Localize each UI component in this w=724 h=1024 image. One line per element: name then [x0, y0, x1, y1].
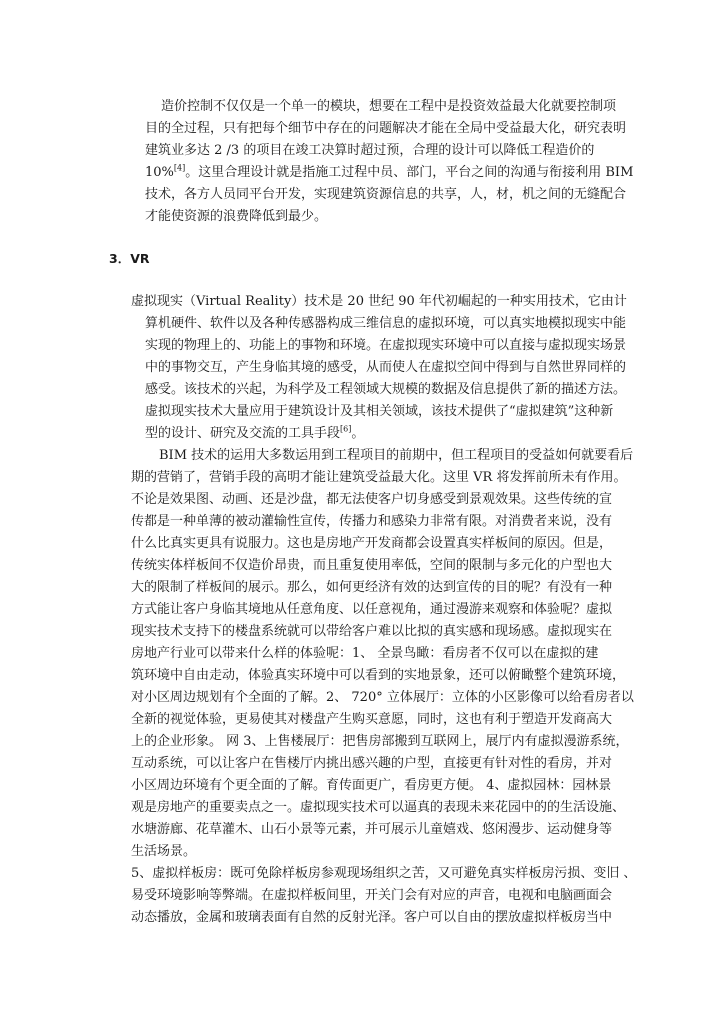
para3-line-10: 房地产行业可以带来什么样的体验呢：1、 全景鸟瞰：看房者不仅可以在虚拟的建	[131, 646, 599, 661]
para1-line-2: 目的全过程，只有把每个细节中存在的问题解决才能在全局中受益最大化，研究表明	[145, 121, 627, 136]
para2-line-4: 中的事物交互，产生身临其境的感受，从而使人在虚拟空间中得到与自然世界同样的	[145, 360, 627, 375]
para3-line-13: 全新的视觉体验，更易使其对楼盘产生购买意愿，同时，这也有利于塑造开发商高大	[131, 712, 613, 727]
para3-line-7: 大的限制了样板间的展示。那么，如何更经济有效的达到宣传的目的呢？有没有一种	[131, 580, 613, 595]
para2-line-3: 实现的物理上的、功能上的事物和环境。在虚拟现实环境中可以直接与虚拟现实场景	[145, 338, 627, 353]
citation-6: [6]	[340, 424, 352, 434]
para3-line-11: 筑环境中自由走动，体验真实环境中可以看到的实地景象，还可以俯瞰整个建筑环境，	[131, 668, 626, 683]
para3-line-1: BIM 技术的运用大多数运用到工程项目的前期中，但工程项目的受益如何就要看后	[159, 448, 634, 463]
para2-line-7-rest: 。	[351, 426, 365, 441]
para2-line-7	[145, 423, 364, 445]
para3-line-21: 易受环境影响等弊端。在虚拟样板间里，开关门会有对应的声音，电视和电脑画面会	[131, 888, 613, 903]
para3-line-15: 互动系统，可以让客户在售楼厅内挑出感兴趣的户型，直接更有针对性的看房，并对	[131, 756, 613, 771]
para1-line-4-text: 10%	[145, 165, 174, 180]
para2-line-1: 虚拟现实（Virtual Reality）技术是 20 世纪 90 年代初崛起的一种实用技术，它由计	[131, 294, 627, 309]
para1-line-1: 造价控制不仅仅是一个单一的模块，想要在工程中是投资效益最大化就要控制项	[161, 99, 617, 114]
para3-line-3: 不论是效果图、动画、还是沙盘，都无法使客户切身感受到景观效果。这些传统的宣	[131, 492, 613, 507]
para1-line-3: 建筑业多达 2 /3 的项目在竣工决算时超过预，合理的设计可以降低工程造价的	[145, 143, 595, 158]
para3-line-8: 方式能让客户身临其境地从任意角度、以任意视角，通过漫游来观察和体验呢？虚拟	[131, 602, 613, 617]
para3-line-12: 对小区周边规划有个全面的了解。2、 720° 立体展厅：立体的小区影像可以给看房者以	[131, 690, 634, 705]
para3-line-5: 什么比真实更具有说服力。这也是房地产开发商都会设置真实样板间的原因。但是，	[131, 536, 613, 551]
para3-line-9: 现实技术支持下的楼盘系统就可以带给客户难以比拟的真实感和现场感。虚拟现实在	[131, 624, 613, 639]
para3-line-17: 观是房地产的重要卖点之一。虚拟现实技术可以逼真的表现未来花园中的的生活设施、	[131, 800, 626, 815]
para2-line-5: 感受。该技术的兴起，为科学及工程领域大规模的数据及信息提供了新的描述方法。	[145, 382, 627, 397]
para1-line-4-rest: 。这里合理设计就是指施工过程中员、部门，平台之间的沟通与衔接利用 BIM	[185, 165, 634, 180]
para3-line-14: 上的企业形象。 网 3、上售楼展厅：把售房部搬到互联网上，展厅内有虚拟漫游系统，	[131, 734, 629, 749]
para3-line-19: 生活场景。	[131, 844, 197, 859]
para2-line-7-text: 型的设计、研究及交流的工具手段	[145, 426, 341, 441]
para3-line-18: 水塘游廊、花草灌木、山石小景等元素，并可展示儿童嬉戏、悠闲漫步、运动健身等	[131, 822, 613, 837]
para2-line-2: 算机硬件、软件以及各种传感器构成三维信息的虚拟环境，可以真实地模拟现实中能	[145, 316, 627, 331]
citation-4: [4]	[173, 163, 186, 173]
para3-line-6: 传统实体样板间不仅造价昂贵，而且重复使用率低，空间的限制与多元化的户型也大	[131, 558, 613, 573]
para3-line-4: 传都是一种单薄的被动灌输性宣传，传播力和感染力非常有限。对消费者来说，没有	[131, 514, 613, 529]
para3-line-20: 5、虚拟样板房：既可免除样板房参观现场组织之苦，又可避免真实样板房污损、变旧 、	[131, 866, 637, 881]
para1-line-5: 技术，各方人员同平台开发，实现建筑资源信息的共享，人，材，机之间的无缝配合	[145, 187, 627, 202]
para2-line-6: 虚拟现实技术大量应用于建筑设计及其相关领域，该技术提供了“虚拟建筑”这种新	[145, 404, 614, 419]
para1-line-6: 才能使资源的浪费降低到最少。	[145, 209, 328, 224]
para3-line-2: 期的营销了，营销手段的高明才能让建筑受益最大化。这里 VR 将发挥前所未有作用。	[131, 470, 627, 485]
para3-line-16: 小区周边环境有个更全面的了解。育传面更广，看房更方便。 4、虚拟园林：园林景	[131, 778, 612, 793]
section-heading: 3．VR	[109, 251, 150, 266]
para3-line-22: 动态播放，金属和玻璃表面有自然的反射光泽。客户可以自由的摆放虚拟样板房当中	[131, 910, 613, 925]
para1-line-4	[145, 162, 633, 184]
